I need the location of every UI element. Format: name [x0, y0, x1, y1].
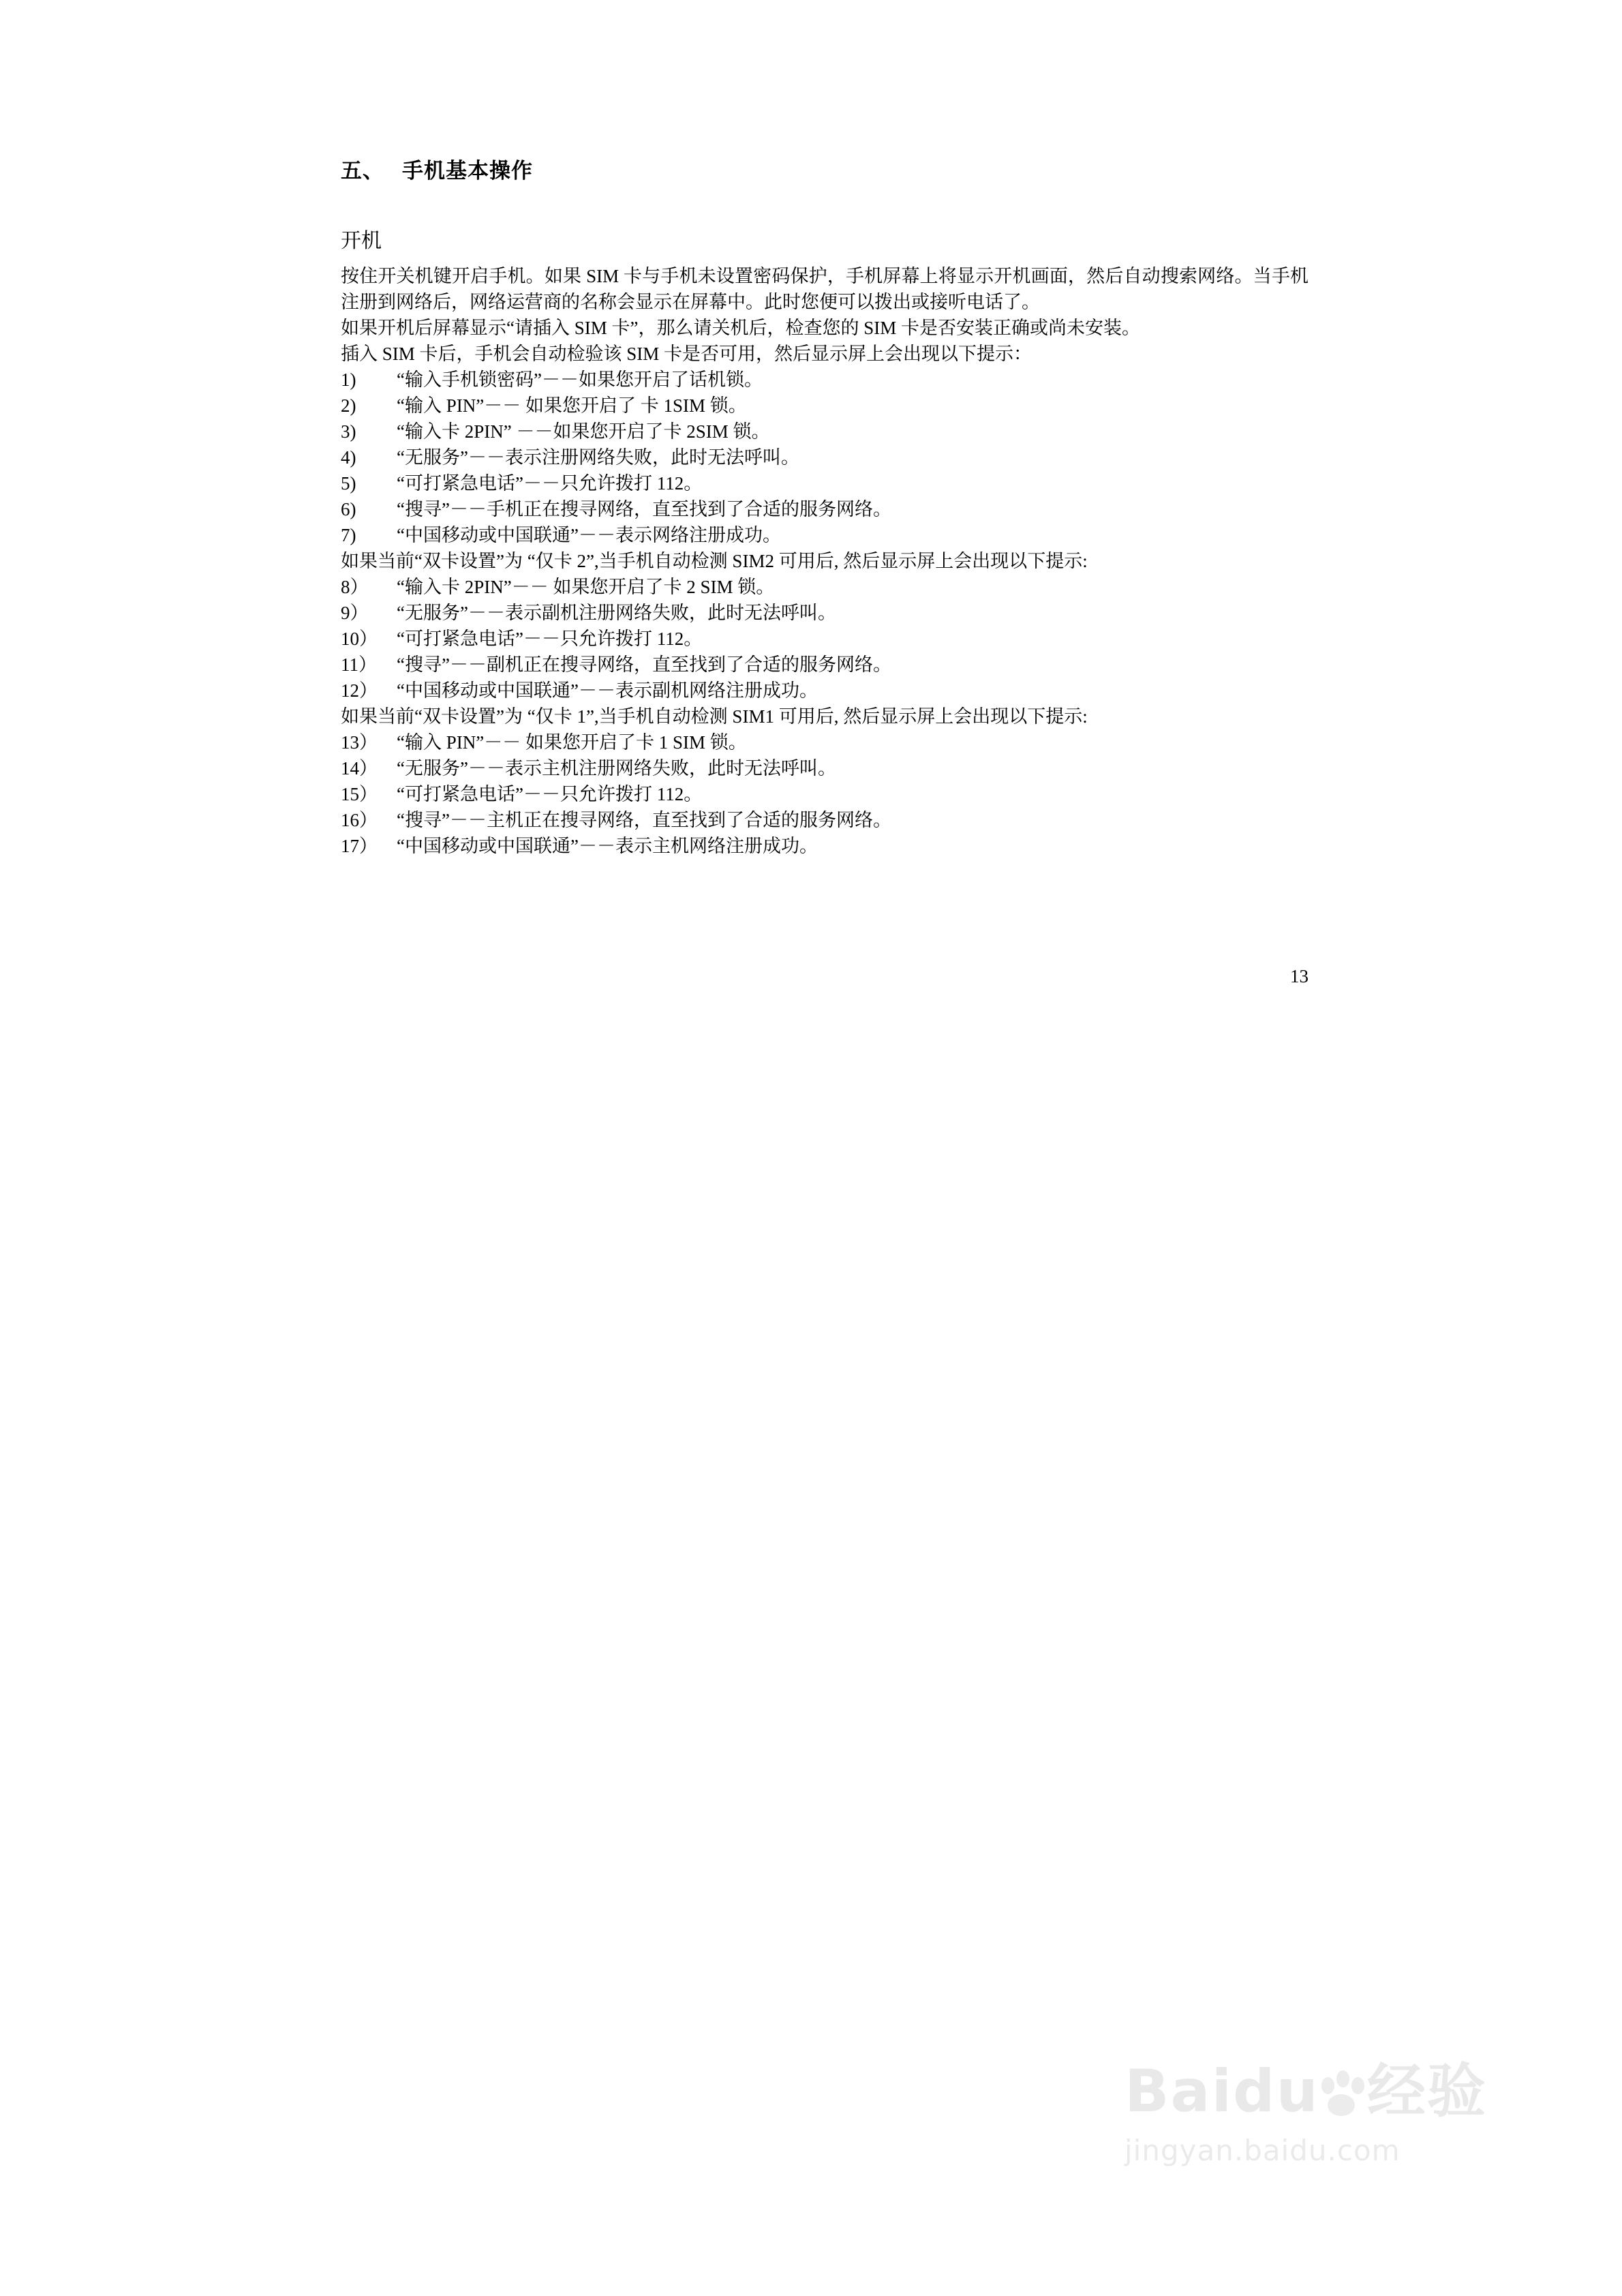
prompt-list-two — [341, 574, 1309, 704]
list-marker: 16） — [341, 810, 378, 830]
list-marker: 4) — [341, 447, 356, 468]
document-content — [341, 153, 1309, 986]
list-text: “可打紧急电话”－－只允许拨打 112。 — [397, 629, 703, 649]
list-item — [341, 833, 1309, 859]
list-text: “输入卡 2PIN”－－ 如果您开启了卡 2 SIM 锁。 — [397, 577, 775, 597]
list-text: “搜寻”－－手机正在搜寻网络，直至找到了合适的服务网络。 — [397, 499, 891, 519]
intro-paragraph-2: 如果开机后屏幕显示“请插入 SIM 卡”，那么请关机后，检查您的 SIM 卡是否安装正确或尚未安装。 — [341, 318, 1140, 338]
list-marker: 14） — [341, 758, 378, 779]
list-item — [341, 626, 1309, 652]
watermark-brand-text: Baidu — [1124, 2057, 1319, 2126]
list-item — [341, 729, 1309, 755]
list-text: “无服务”－－表示副机注册网络失败，此时无法呼叫。 — [397, 603, 836, 623]
section-heading — [341, 153, 1309, 184]
list-marker: 10） — [341, 629, 378, 649]
list-marker: 13） — [341, 732, 378, 753]
section-title-text: 手机基本操作 — [402, 159, 533, 183]
list-text: “中国移动或中国联通”－－表示网络注册成功。 — [397, 525, 781, 545]
list-item — [341, 807, 1309, 833]
list-marker: 17） — [341, 836, 378, 856]
list-marker: 3) — [341, 421, 356, 442]
list-marker: 9） — [341, 603, 369, 623]
list-text: “输入 PIN”－－ 如果您开启了 卡 1SIM 锁。 — [397, 395, 747, 416]
list-text: “中国移动或中国联通”－－表示主机网络注册成功。 — [397, 836, 818, 856]
list-item — [341, 574, 1309, 600]
list-text: “中国移动或中国联通”－－表示副机网络注册成功。 — [397, 680, 818, 701]
subsection-heading: 开机 — [341, 229, 382, 253]
list-marker: 8） — [341, 577, 369, 597]
list-text: “输入 PIN”－－ 如果您开启了卡 1 SIM 锁。 — [397, 732, 747, 753]
list-marker: 11） — [341, 654, 377, 675]
list-marker: 6) — [341, 499, 356, 519]
list-text: “输入卡 2PIN” －－如果您开启了卡 2SIM 锁。 — [397, 421, 770, 442]
list-text: “搜寻”－－副机正在搜寻网络，直至找到了合适的服务网络。 — [397, 654, 891, 675]
intro-paragraph-3: 插入 SIM 卡后，手机会自动检验该 SIM 卡是否可用，然后显示屏上会出现以下提示： — [341, 344, 1032, 364]
list-item — [341, 755, 1309, 781]
section-number: 五、 — [341, 159, 384, 183]
list-item — [341, 522, 1309, 548]
page-number: 13 — [1290, 966, 1309, 986]
watermark-url: jingyan.baidu.com — [1124, 2134, 1401, 2167]
list-item — [341, 393, 1309, 419]
list-marker: 1) — [341, 369, 356, 390]
prompt-list-one — [341, 367, 1309, 548]
list-text: “输入手机锁密码”－－如果您开启了话机锁。 — [397, 369, 763, 390]
list-item — [341, 781, 1309, 807]
middle-paragraph-1: 如果当前“双卡设置”为 “仅卡 2”,当手机自动检测 SIM2 可用后, 然后显示屏上会出现以下提示: — [341, 551, 1088, 571]
list-item — [341, 470, 1309, 496]
list-marker: 5) — [341, 473, 356, 494]
list-text: “可打紧急电话”－－只允许拨打 112。 — [397, 784, 703, 804]
watermark-brand — [1124, 2059, 1547, 2124]
intro-paragraph-1: 按住开关机键开启手机。如果 SIM 卡与手机未设置密码保护，手机屏幕上将显示开机画面，然后自动搜索网络。当手机注册到网络后，网络运营商的名称会显示在屏幕中。此时您便可以拨出或接听电话了。 — [341, 266, 1309, 312]
list-item — [341, 419, 1309, 444]
list-text: “搜寻”－－主机正在搜寻网络，直至找到了合适的服务网络。 — [397, 810, 891, 830]
list-item — [341, 652, 1309, 678]
list-item — [341, 678, 1309, 704]
list-text: “无服务”－－表示注册网络失败，此时无法呼叫。 — [397, 447, 799, 468]
list-item — [341, 367, 1309, 393]
list-marker: 2) — [341, 395, 356, 416]
prompt-list-three — [341, 729, 1309, 859]
list-marker: 15） — [341, 784, 378, 804]
watermark-brand-suffix: 经验 — [1366, 2057, 1487, 2126]
list-text: “无服务”－－表示主机注册网络失败，此时无法呼叫。 — [397, 758, 836, 779]
list-item — [341, 444, 1309, 470]
paw-icon — [1319, 2070, 1367, 2118]
middle-paragraph-2: 如果当前“双卡设置”为 “仅卡 1”,当手机自动检测 SIM1 可用后, 然后显示屏上会出现以下提示: — [341, 706, 1088, 727]
list-text: “可打紧急电话”－－只允许拨打 112。 — [397, 473, 703, 494]
list-item — [341, 496, 1309, 522]
watermark — [1124, 2059, 1547, 2216]
list-marker: 7) — [341, 525, 356, 545]
list-marker: 12） — [341, 680, 378, 701]
list-item — [341, 600, 1309, 626]
